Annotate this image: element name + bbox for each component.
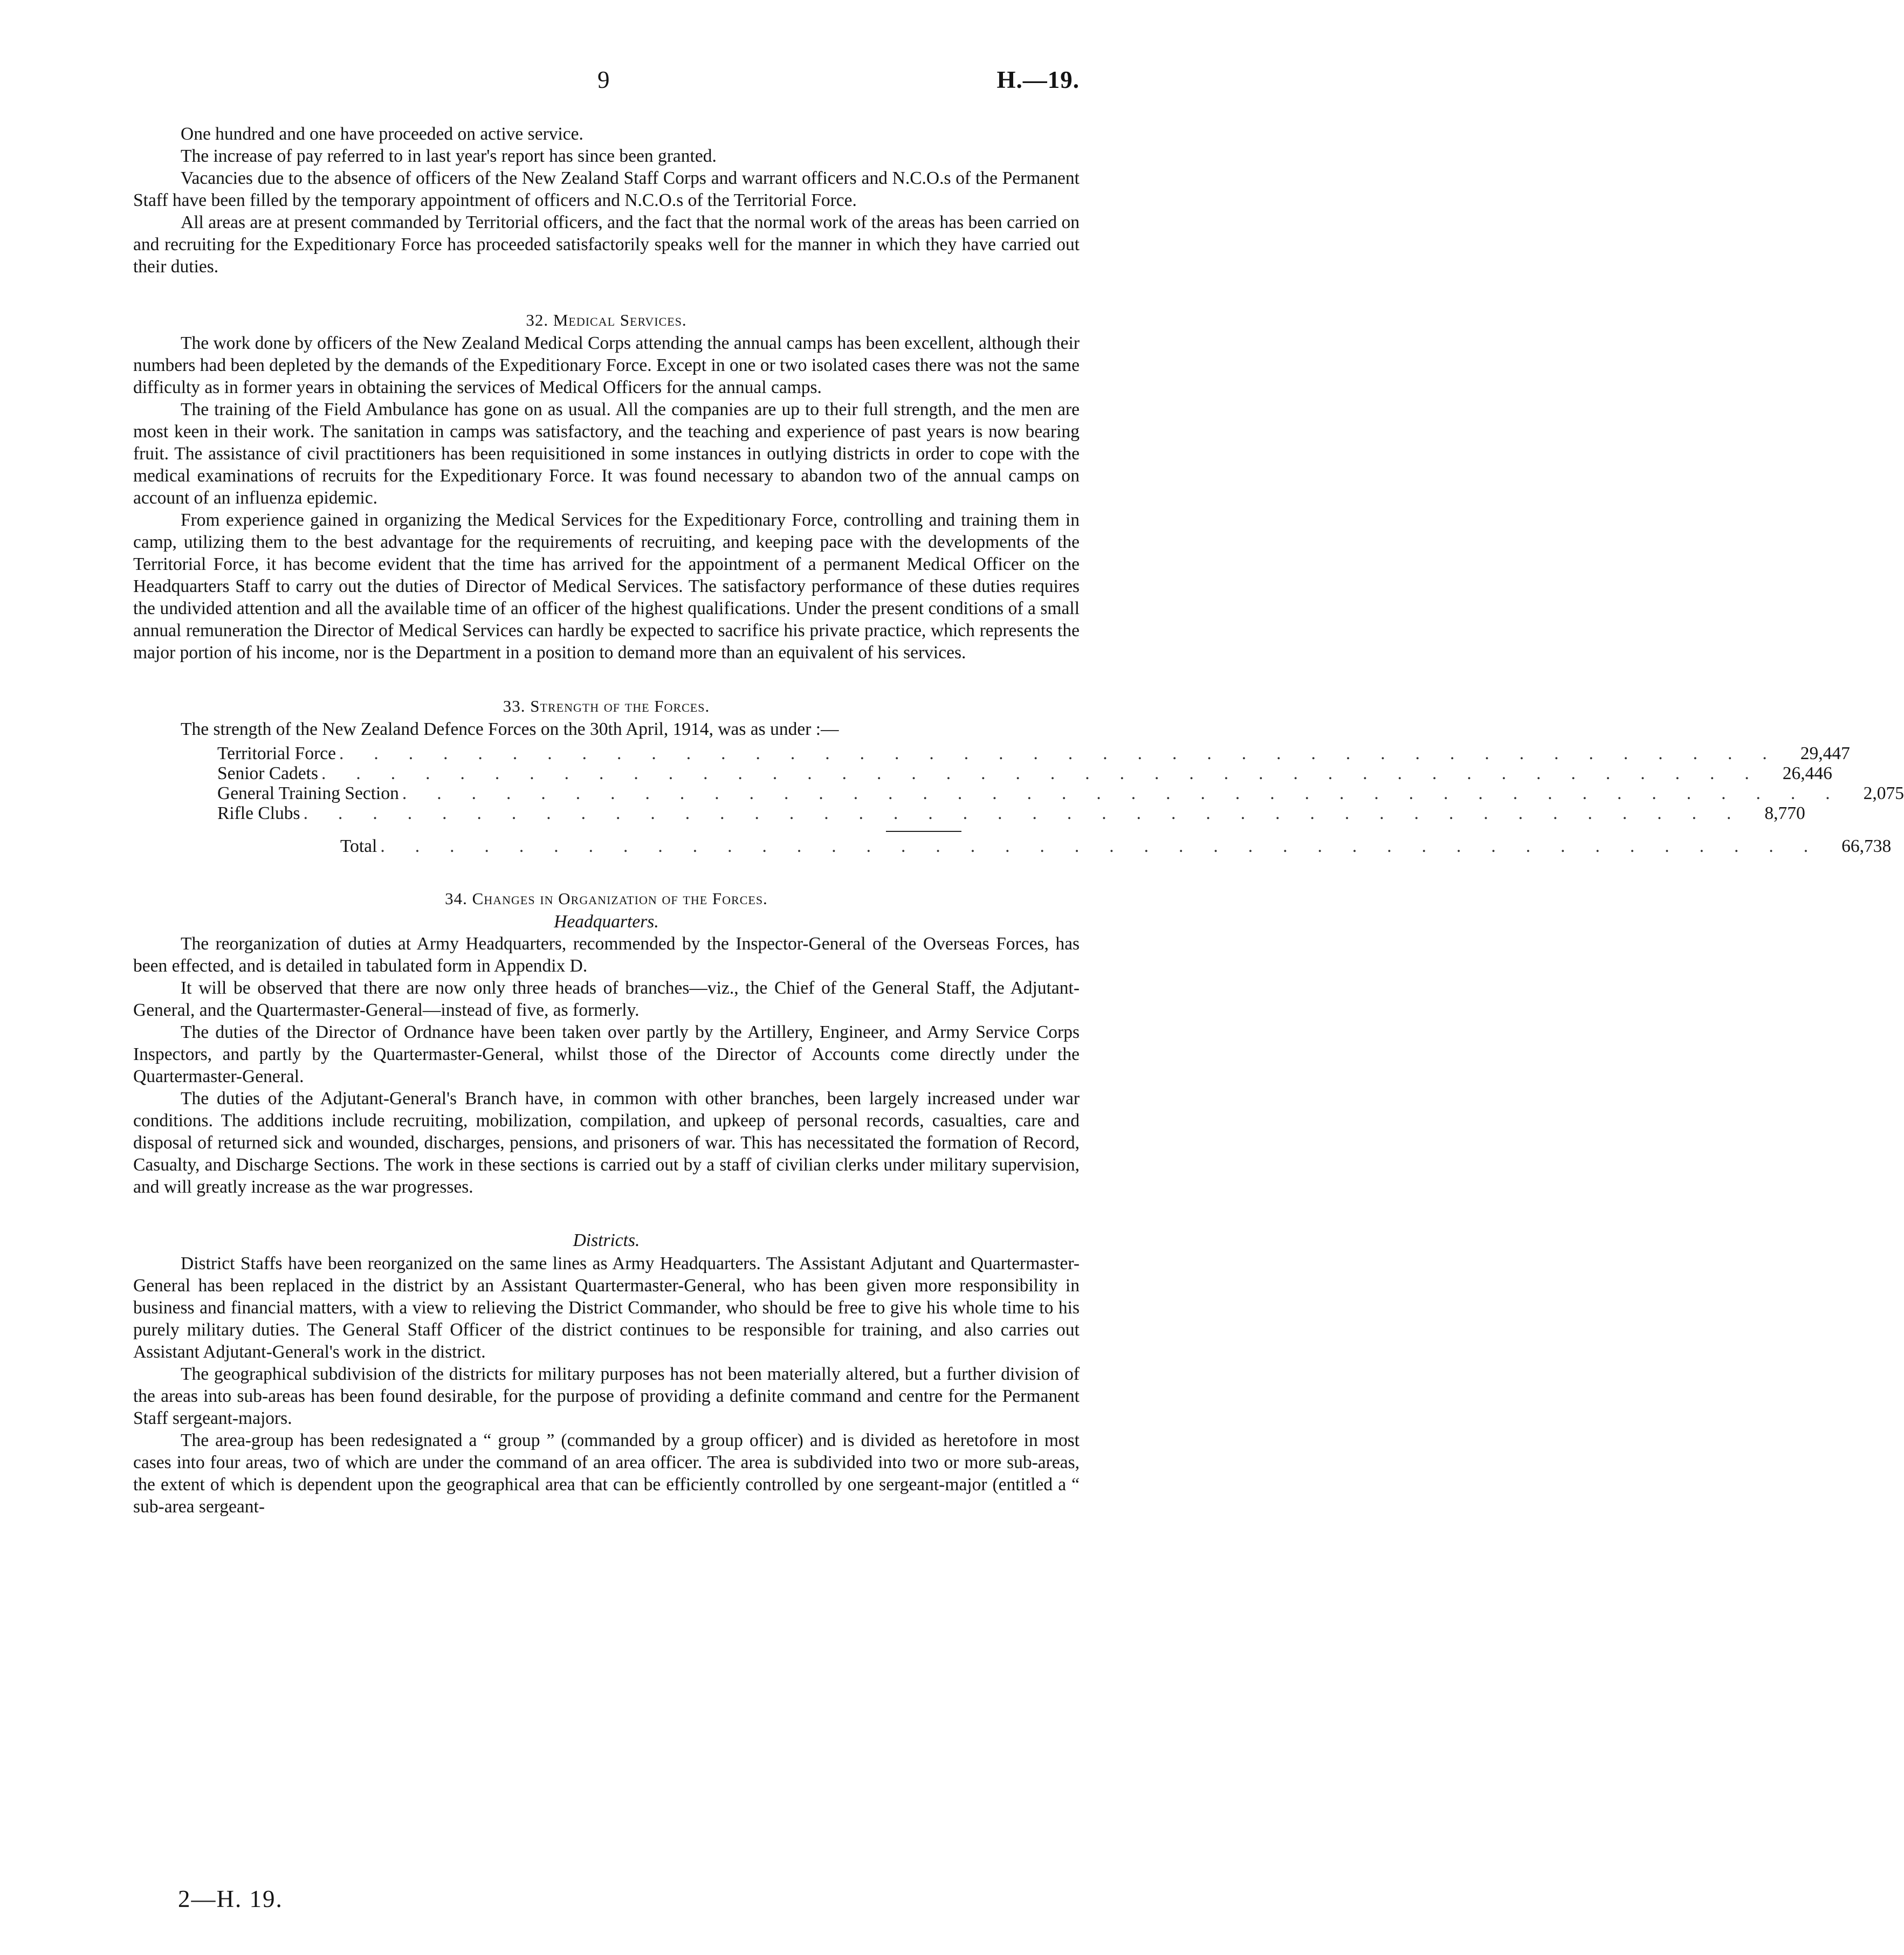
subheading-districts: Districts. xyxy=(573,1230,640,1250)
paragraph: One hundred and one have proceeded on active service. xyxy=(181,124,583,144)
total-label: Total xyxy=(340,836,377,856)
table-row xyxy=(217,803,1805,823)
paragraph: The area-group has been redesignated a “ group ” (commanded by a group officer) and is divided as heretofore in most cases into four areas, two of which are under the command of an area officer. The area is subdivided into two or more sub-areas, the extent of which is dependent upon the geographical area that can be efficiently controlled by one sergeant-major (entitled a “ sub-area sergeant- xyxy=(133,1430,1080,1517)
leader-dots: .......................................... xyxy=(321,763,1779,783)
subheading-headquarters: Headquarters. xyxy=(554,912,659,932)
paragraph: The reorganization of duties at Army Headquarters, recommended by the Inspector-General of the Overseas Forces, has been effected, and is detailed in tabulated form in Appendix D. xyxy=(133,934,1080,976)
section-heading-strength: 33. Strength of the Forces. xyxy=(503,697,710,715)
row-label: Senior Cadets xyxy=(217,763,319,783)
row-value: 29,447 xyxy=(1800,744,1850,763)
signature-reference: 2—H. 19. xyxy=(178,1885,283,1912)
table-row xyxy=(217,763,1832,783)
paragraph: The duties of the Adjutant-General's Branch have, in common with other branches, been largely increased under war conditions. The additions include recruiting, mobilization, compilation, and upkeep of personal records, casualties, care and disposal of returned sick and wounded, discharges, pensions, and prisoners of war. This has necessitated the formation of Record, Casualty, and Discharge Sections. The work in these sections is carried out by a staff of civilian clerks under military supervision, and will greatly increase as the war progresses. xyxy=(133,1089,1080,1197)
document-reference: H.—19. xyxy=(996,66,1080,93)
paragraph: District Staffs have been reorganized on the same lines as Army Headquarters. The Assistant Adjutant and Quartermaster-General has been replaced in the district by an Assistant Quartermaster-General, who has been given more responsibility in business and financial matters, with a view to relieving the District Commander, who should be free to give his whole time to his purely military duties. The General Staff Officer of the district continues to be responsible for training, and also carries out Assistant Adjutant-General's work in the district. xyxy=(133,1254,1080,1362)
paragraph: Vacancies due to the absence of officers of the New Zealand Staff Corps and warrant officers and N.C.O.s of the Permanent Staff have been filled by the temporary appointment of officers and N.C.O.s of the Territorial Force. xyxy=(133,168,1080,210)
strength-table xyxy=(217,744,1904,856)
section-heading-medical-services: 32. Medical Services. xyxy=(526,311,687,329)
paragraph: The training of the Field Ambulance has gone on as usual. All the companies are up to their full strength, and the men are most keen in their work. The sanitation in camps was satisfactory, and the teaching and experience of past years is now bearing fruit. The assistance of civil practitioners has been requisitioned in some instances in outlying districts in order to cope with the medical examinations of recruits for the Expeditionary Force. It was found necessary to abandon two of the annual camps on account of an influenza epidemic. xyxy=(133,400,1080,508)
paragraph: All areas are at present commanded by Territorial officers, and the fact that the normal work of the areas has been carried on and recruiting for the Expeditionary Force has proceeded satisfactorily speaks well for the manner in which they have carried out their duties. xyxy=(133,212,1080,277)
section-heading-organization: 34. Changes in Organization of the Forces. xyxy=(445,889,768,908)
row-value: 2,075 xyxy=(1863,783,1904,803)
total-value: 66,738 xyxy=(1841,836,1892,856)
paragraph: The geographical subdivision of the districts for military purposes has not been materially altered, but a further division of the areas into sub-areas has been found desirable, for the purpose of providing a definite command and centre for the Permanent Staff sergeant-majors. xyxy=(133,1364,1080,1428)
leader-dots: .......................................... xyxy=(303,803,1762,823)
leader-dots: .......................................... xyxy=(380,836,1839,856)
row-value: 26,446 xyxy=(1782,763,1832,783)
total-rule xyxy=(886,831,961,832)
page-header xyxy=(0,66,1197,104)
leader-dots: .......................................... xyxy=(402,783,1860,803)
row-value: 8,770 xyxy=(1764,803,1805,823)
paragraph: The work done by officers of the New Zealand Medical Corps attending the annual camps has been excellent, although their numbers had been depleted by the demands of the Expeditionary Force. Except in one or two isolated cases there was not the same difficulty as in former years in obtaining the services of Medical Officers for the annual camps. xyxy=(133,333,1080,397)
body-text xyxy=(133,123,1904,1518)
row-label: Territorial Force xyxy=(217,744,336,763)
paragraph: The duties of the Director of Ordnance have been taken over partly by the Artillery, Engineer, and Army Service Corps Inspectors, and partly by the Quartermaster-General, whilst those of the Director of Accounts come directly under the Quartermaster-General. xyxy=(133,1022,1080,1086)
paragraph: The increase of pay referred to in last year's report has since been granted. xyxy=(181,146,717,166)
table-row xyxy=(217,783,1904,803)
leader-dots: .......................................... xyxy=(339,744,1797,763)
paragraph: It will be observed that there are now only three heads of branches—viz., the Chief of the General Staff, the Adjutant-General, and the Quartermaster-General—instead of five, as formerly. xyxy=(133,978,1080,1020)
total-row xyxy=(217,836,1892,856)
row-label: Rifle Clubs xyxy=(217,803,300,823)
paragraph: From experience gained in organizing the Medical Services for the Expeditionary Force, controlling and training them in camp, utilizing them to the best advantage for the requirements of recruiting, and keeping pace with the developments of the Territorial Force, it has become evident that the time has arrived for the appointment of a permanent Medical Officer on the Headquarters Staff to carry out the duties of Director of Medical Services. The satisfactory performance of these duties requires the undivided attention and all the available time of an officer of the highest qualifications. Under the present conditions of a small annual remuneration the Director of Medical Services can hardly be expected to sacrifice his private practice, which represents the major portion of his income, nor is the Department in a position to demand more than an equivalent of his services. xyxy=(133,510,1080,663)
paragraph: The strength of the New Zealand Defence Forces on the 30th April, 1914, was as under :— xyxy=(181,719,839,739)
row-label: General Training Section xyxy=(217,783,399,803)
page-number: 9 xyxy=(597,66,610,93)
table-row xyxy=(217,744,1850,763)
